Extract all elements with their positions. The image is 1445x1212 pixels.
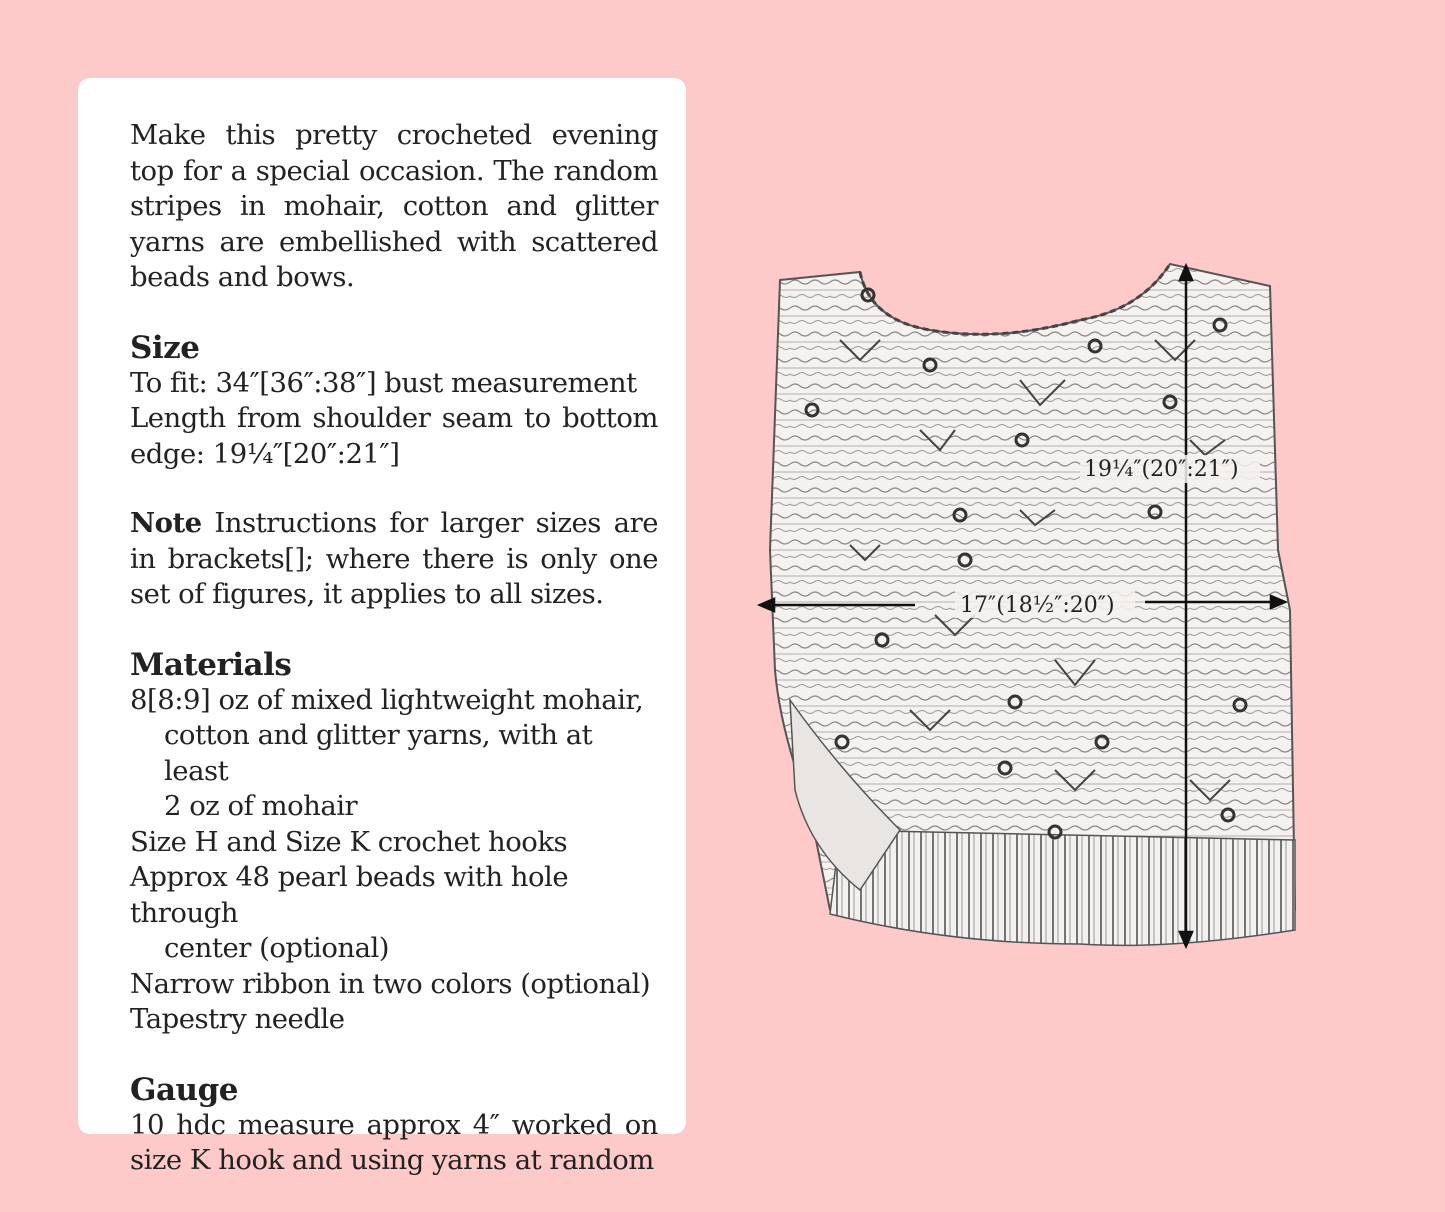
size-fit: To fit: 34″[36″:38″] bust measurement: [130, 366, 637, 399]
materials-item: Tapestry needle: [130, 1003, 345, 1035]
materials-item: 2 oz of mohair: [164, 790, 358, 822]
materials-heading: Materials: [130, 646, 292, 683]
crochet-top-illustration: [750, 250, 1330, 970]
materials-item: Approx 48 pearl beads with hole through: [130, 861, 569, 929]
materials-item: cotton and glitter yarns, with at least: [164, 719, 593, 787]
width-measurement-label: 17″(18½″:20″): [960, 593, 1115, 618]
materials-item: Narrow ribbon in two colors (optional): [130, 967, 651, 1000]
size-length: Length from shoulder seam to bottom edge: 19¼″[20″:21″]: [130, 402, 658, 470]
instructions-card: [78, 78, 686, 1176]
materials-item: 8[8:9] oz of mixed lightweight mohair,: [130, 683, 644, 716]
ribbed-hem: [830, 830, 1295, 945]
materials-item: center (optional): [164, 932, 390, 964]
note-label: Note: [130, 507, 202, 539]
gauge-text: 10 hdc measure approx 4″ worked on size K hook and using yarns at random: [130, 1108, 658, 1176]
intro-paragraph: Make this pretty crocheted evening top for a special occasion. The random stripes in mohair, cotton and glitter yarns are embellished with scattered beads and bows.: [130, 119, 658, 293]
gauge-heading: Gauge: [130, 1071, 238, 1108]
note-text: Instructions for larger sizes are in brackets[]; where there is only one set of figures, it applies to all sizes.: [130, 507, 658, 610]
size-heading: Size: [130, 329, 200, 366]
materials-item: Size H and Size K crochet hooks: [130, 825, 568, 858]
note-paragraph: [130, 506, 658, 613]
length-measurement-label: 19¼″(20″:21″): [1084, 457, 1239, 482]
